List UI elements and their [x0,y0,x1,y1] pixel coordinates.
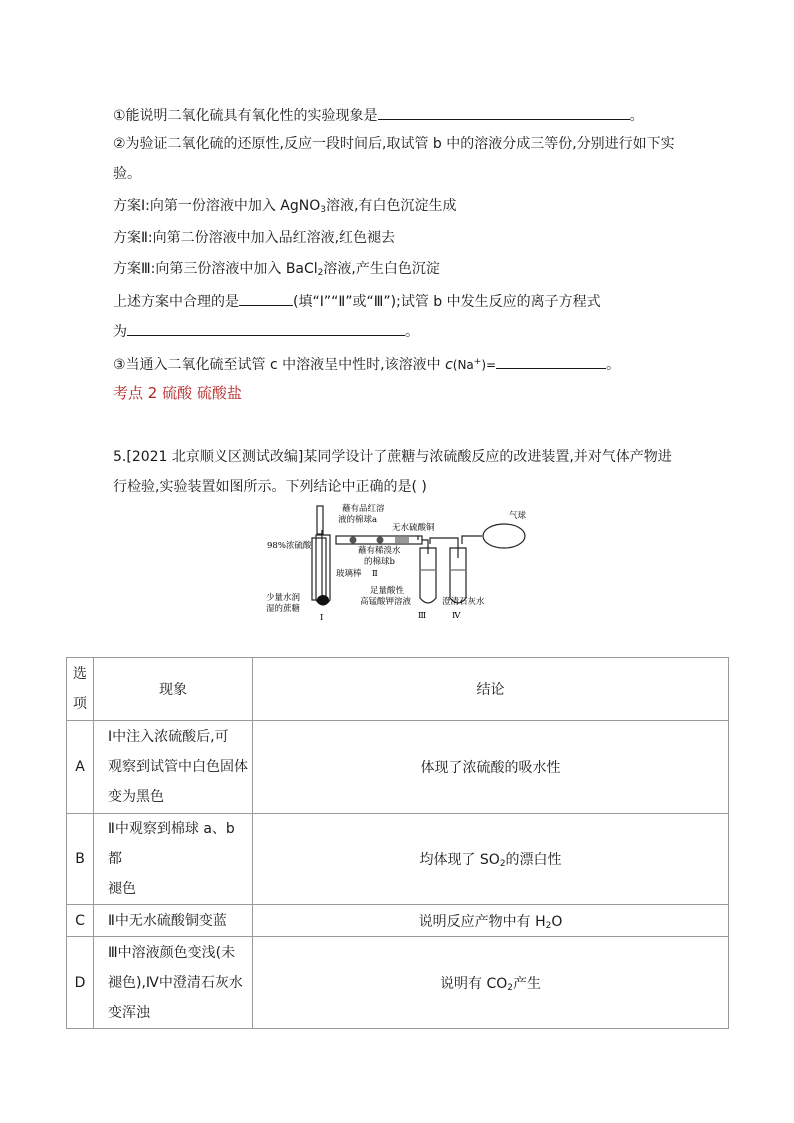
q5-line2: 行检验,实验装置如图所示。下列结论中正确的是( ) [113,479,427,495]
header-option-line1: 选 [73,666,87,682]
q4-item3-text: ③当通入二氧化硫至试管 c 中溶液呈中性时,该溶液中 [113,357,446,373]
q4-item3-eq: )= [481,358,497,372]
q4-item3-c: c [445,357,453,373]
table-header-row [67,658,729,721]
equation-text: 为 [113,324,127,340]
plan-1-text-end: 溶液,有白色沉淀生成 [326,198,457,214]
answer-blank-3[interactable] [127,320,405,336]
label-sugar-line1: 少量水润 [266,593,301,603]
q4-item2-line1: ②为验证二氧化硫的还原性,反应一段时间后,取试管 b 中的溶液分成三等份,分别进行如下实 [113,136,675,152]
q4-item1-text: ①能说明二氧化硫具有氧化性的实验现象是 [113,108,378,124]
label-cotton-a-line1: 蘸有品红溶 [342,504,385,514]
phenomenon-a-line2: 观察到试管中白色固体 [108,759,248,775]
label-cotton-b-line2: 的棉球b [364,557,395,567]
equation-end: 。 [405,324,419,340]
choose-plan [113,290,601,312]
phenomenon-d-line3: 变浑浊 [108,1004,150,1021]
choose-plan-text: 上述方案中合理的是 [113,294,239,310]
sugar [317,595,329,605]
plan-2: 方案Ⅱ:向第二份溶液中加入品红溶液,红色褪去 [113,230,396,246]
q4-item1-end: 。 [629,108,644,124]
q4-item3-end: 。 [606,357,621,373]
table-row [67,721,729,814]
header-option [67,658,94,721]
q4-item3 [113,352,620,375]
option-c[interactable]: C [67,905,94,937]
plan-3-text: 方案Ⅲ:向第三份溶液中加入 BaCl [113,261,318,277]
answer-blank-2[interactable] [239,290,293,306]
phenomenon-b-line1: Ⅱ中观察到棉球 a、b 都 [108,821,235,867]
label-cotton-a-line2: 液的棉球a [338,515,378,525]
label-sugar-line2: 湿的蔗糖 [266,604,301,614]
plan-3-sub: 2 [317,268,324,278]
conclusion-d-sub: 2 [507,982,513,993]
phenomenon-b-line2: 褪色 [108,881,136,897]
label-kmno4-line1: 足量酸性 [370,586,405,596]
balloon [483,524,525,548]
plan-1-sub: 3 [320,205,326,215]
conclusion-c [253,905,729,937]
option-a[interactable]: A [67,721,94,814]
conclusion-a: 体现了浓硫酸的吸水性 [253,721,729,814]
label-conc-acid: 98%浓硫酸 [267,541,312,551]
label-roman-2: Ⅱ [372,569,378,579]
header-conclusion: 结论 [253,658,729,721]
label-anhydrous-cuso4: 无水硫酸铜 [392,523,435,533]
plan-1 [113,196,456,220]
phenomenon-d [94,937,253,1029]
conclusion-c-sub: 2 [545,920,552,931]
q4-item3-na: (Na [452,358,474,372]
answer-blank-1[interactable] [378,104,630,120]
phenomenon-d-line1: Ⅲ中溶液颜色变浅(未 [108,944,236,961]
conclusion-c-text-end: O [551,913,563,930]
cotton-ball-a [350,537,357,544]
label-cotton-b-line1: 蘸有稀溴水 [358,546,401,556]
dropper [317,506,323,534]
conclusion-b-text: 均体现了 SO [419,852,500,868]
plan-1-text: 方案Ⅰ:向第一份溶液中加入 AgNO [113,198,321,214]
conclusion-b-sub: 2 [499,859,506,869]
phenomenon-d-line2: 褪色),Ⅳ中澄清石灰水 [108,974,243,991]
phenomenon-a [94,721,253,814]
conclusion-d [253,937,729,1029]
tube-1-body [316,535,330,605]
connector-4-balloon [462,536,482,544]
cotton-ball-b [377,537,384,544]
apparatus-diagram [0,500,794,630]
anhydrous-cuso4 [395,537,409,543]
choose-plan-text-end: (填“Ⅰ”“Ⅱ”或“Ⅲ”);试管 b 中发生反应的离子方程式 [293,294,601,310]
q4-item2-line2: 验。 [113,166,141,182]
equation-line [113,320,419,342]
conclusion-b-text-end: 的漂白性 [505,852,562,868]
plan-3-text-end: 溶液,产生白色沉淀 [323,261,440,277]
phenomenon-a-line3: 变为黑色 [108,789,164,805]
answer-blank-4[interactable] [496,353,606,369]
table-row [67,905,729,937]
header-option-line2: 项 [73,696,87,712]
section-title: 考点 2 硫酸 硫酸盐 [113,384,242,402]
header-phenomenon: 现象 [94,658,253,721]
phenomenon-a-line1: Ⅰ中注入浓硫酸后,可 [108,729,229,745]
conclusion-b [253,814,729,905]
options-table [66,657,729,1029]
label-balloon: 气球 [509,511,527,521]
label-limewater: 澄清石灰水 [442,597,485,607]
phenomenon-b [94,814,253,905]
label-kmno4-line2: 高锰酸钾溶液 [360,597,412,607]
q4-item3-sup: + [473,357,482,367]
q5-line1: 5.[2021 北京顺义区测试改编]某同学设计了蔗糖与浓硫酸反应的改进装置,并对气体产物进 [113,449,672,465]
table-row [67,937,729,1029]
phenomenon-c-line1: Ⅱ中无水硫酸铜变蓝 [108,912,227,929]
q4-item1 [113,104,644,126]
label-roman-1: Ⅰ [320,613,324,623]
label-glass-rod: 玻璃棒 [336,569,362,579]
plan-3 [113,259,440,283]
phenomenon-c [94,905,253,937]
tube-1 [312,538,326,600]
table-row [67,814,729,905]
conclusion-c-text: 说明反应产物中有 H [418,913,546,930]
tube-3 [420,548,436,603]
option-b[interactable]: B [67,814,94,905]
option-d[interactable]: D [67,937,94,1029]
conclusion-d-text-end: 产生 [512,975,541,992]
label-roman-3: Ⅲ [418,611,427,621]
label-roman-4: Ⅳ [452,611,461,621]
conclusion-d-text: 说明有 CO [440,975,508,992]
